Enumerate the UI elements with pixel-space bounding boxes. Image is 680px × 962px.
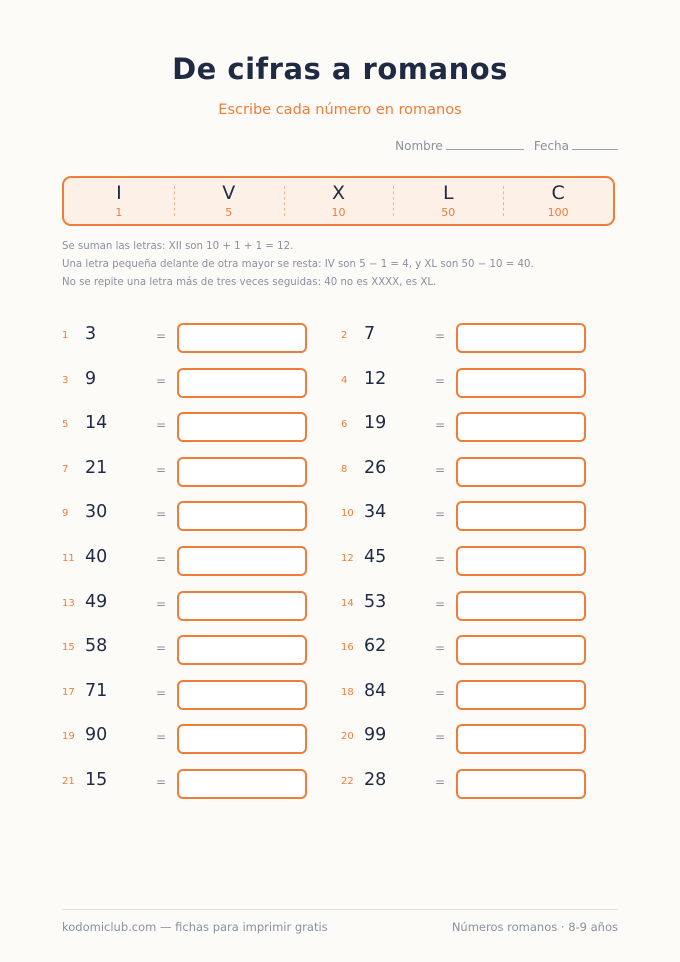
answer-box[interactable] bbox=[177, 412, 307, 442]
exercise-number: 30 bbox=[85, 502, 108, 523]
exercise-number: 9 bbox=[85, 368, 97, 389]
legend-symbol: C bbox=[551, 182, 565, 204]
answer-box[interactable] bbox=[177, 724, 307, 754]
exercise-item bbox=[341, 365, 601, 397]
equals-sign: = bbox=[156, 641, 167, 656]
answer-box[interactable] bbox=[456, 680, 586, 710]
exercise-number: 28 bbox=[364, 770, 387, 790]
exercise-index: 16 bbox=[341, 642, 354, 654]
exercise-number: 40 bbox=[85, 547, 108, 567]
answer-box[interactable] bbox=[177, 501, 307, 531]
equals-sign: = bbox=[435, 730, 446, 745]
legend-cell bbox=[393, 178, 503, 224]
footer-topic: Números romanos · 8-9 años bbox=[451, 920, 618, 934]
exercise-item bbox=[62, 588, 322, 620]
exercise-index: 21 bbox=[62, 776, 75, 787]
exercise-index: 8 bbox=[341, 463, 348, 475]
exercise-item bbox=[62, 721, 322, 753]
exercise-number: 21 bbox=[85, 457, 108, 478]
exercise-index: 5 bbox=[62, 419, 69, 431]
answer-box[interactable] bbox=[177, 546, 307, 576]
answer-box[interactable] bbox=[456, 368, 586, 398]
exercise-index: 3 bbox=[62, 374, 69, 386]
exercise-number: 53 bbox=[364, 591, 387, 612]
answer-box[interactable] bbox=[456, 501, 586, 531]
equals-sign: = bbox=[435, 329, 446, 343]
answer-box[interactable] bbox=[456, 412, 586, 442]
exercise-index: 9 bbox=[62, 508, 69, 520]
exercise-item bbox=[62, 498, 322, 530]
exercise-item bbox=[341, 409, 601, 441]
exercise-index: 1 bbox=[62, 330, 69, 341]
exercise-index: 11 bbox=[62, 553, 75, 564]
legend-value: 1 bbox=[115, 206, 123, 219]
legend-cell bbox=[64, 178, 174, 224]
answer-box[interactable] bbox=[456, 769, 586, 799]
footer-divider bbox=[62, 909, 618, 910]
name-line bbox=[446, 139, 524, 150]
exercise-item bbox=[341, 498, 601, 530]
legend-cell bbox=[503, 178, 613, 224]
exercise-number: 34 bbox=[364, 502, 387, 523]
exercise-index: 20 bbox=[341, 731, 354, 743]
rule-line: Se suman las letras: XII son 10 + 1 + 1 = 12. bbox=[62, 241, 294, 252]
legend-symbol: I bbox=[116, 182, 122, 204]
equals-sign: = bbox=[435, 685, 446, 700]
exercise-item bbox=[341, 320, 601, 352]
answer-box[interactable] bbox=[456, 546, 586, 576]
exercise-item bbox=[62, 320, 322, 352]
legend-cell bbox=[284, 178, 394, 224]
equals-sign: = bbox=[435, 507, 446, 522]
date-line bbox=[572, 139, 618, 150]
legend-value: 50 bbox=[441, 206, 456, 219]
exercise-item bbox=[341, 454, 601, 486]
legend-value: 10 bbox=[331, 206, 346, 219]
answer-box[interactable] bbox=[177, 591, 307, 621]
exercise-number: 3 bbox=[85, 324, 97, 344]
answer-box[interactable] bbox=[456, 323, 586, 353]
exercise-number: 62 bbox=[364, 636, 387, 657]
equals-sign: = bbox=[435, 462, 446, 477]
answer-box[interactable] bbox=[177, 323, 307, 353]
equals-sign: = bbox=[156, 462, 167, 477]
exercise-number: 15 bbox=[85, 770, 108, 790]
legend-symbol: X bbox=[331, 182, 345, 204]
page-subtitle: Escribe cada número en romanos bbox=[218, 102, 462, 118]
exercise-number: 99 bbox=[364, 725, 387, 746]
exercise-number: 71 bbox=[85, 680, 108, 701]
exercise-index: 18 bbox=[341, 686, 354, 698]
answer-box[interactable] bbox=[456, 457, 586, 487]
legend-value: 100 bbox=[547, 206, 569, 219]
equals-sign: = bbox=[156, 596, 167, 611]
exercise-index: 2 bbox=[341, 330, 348, 341]
answer-box[interactable] bbox=[177, 769, 307, 799]
answer-box[interactable] bbox=[177, 680, 307, 710]
date-label: Fecha bbox=[533, 139, 569, 153]
exercise-number: 19 bbox=[364, 413, 387, 434]
exercise-number: 84 bbox=[364, 680, 387, 701]
equals-sign: = bbox=[435, 373, 446, 388]
exercise-grid bbox=[62, 320, 618, 810]
rule-line: No se repite una letra más de tres veces seguidas: 40 no es XXXX, es XL. bbox=[62, 277, 437, 288]
exercise-item bbox=[341, 632, 601, 664]
date-field[interactable] bbox=[534, 139, 618, 153]
exercise-number: 49 bbox=[85, 591, 108, 612]
exercise-index: 6 bbox=[341, 419, 348, 431]
equals-sign: = bbox=[435, 641, 446, 656]
exercise-number: 26 bbox=[364, 457, 387, 478]
exercise-index: 4 bbox=[341, 374, 348, 386]
exercise-number: 7 bbox=[364, 324, 376, 344]
name-date-fields bbox=[395, 139, 618, 153]
exercise-item bbox=[62, 632, 322, 664]
exercise-index: 7 bbox=[62, 463, 69, 475]
equals-sign: = bbox=[156, 552, 167, 566]
equals-sign: = bbox=[156, 507, 167, 522]
exercise-item bbox=[341, 588, 601, 620]
exercise-number: 58 bbox=[85, 636, 108, 657]
exercise-number: 90 bbox=[85, 725, 108, 746]
equals-sign: = bbox=[435, 418, 446, 433]
name-field[interactable] bbox=[395, 139, 524, 153]
equals-sign: = bbox=[156, 685, 167, 700]
exercise-item bbox=[62, 677, 322, 709]
answer-box[interactable] bbox=[177, 635, 307, 665]
legend-value: 5 bbox=[225, 206, 233, 219]
answer-box[interactable] bbox=[177, 457, 307, 487]
exercise-index: 19 bbox=[62, 731, 75, 743]
exercise-item bbox=[62, 766, 322, 798]
answer-box[interactable] bbox=[456, 635, 586, 665]
equals-sign: = bbox=[435, 775, 446, 789]
name-label: Nombre bbox=[395, 139, 443, 153]
exercise-index: 12 bbox=[341, 553, 354, 564]
exercise-item bbox=[62, 543, 322, 575]
roman-numeral-legend bbox=[62, 176, 615, 226]
exercise-item bbox=[62, 454, 322, 486]
exercise-index: 17 bbox=[62, 686, 75, 698]
exercise-index: 10 bbox=[341, 508, 354, 520]
answer-box[interactable] bbox=[456, 591, 586, 621]
legend-symbol: V bbox=[222, 182, 236, 204]
rules-text bbox=[62, 238, 622, 292]
equals-sign: = bbox=[156, 418, 167, 433]
exercise-item bbox=[341, 543, 601, 575]
exercise-item bbox=[341, 721, 601, 753]
legend-symbol: L bbox=[442, 182, 454, 204]
exercise-number: 45 bbox=[364, 547, 387, 567]
equals-sign: = bbox=[435, 552, 446, 566]
equals-sign: = bbox=[156, 730, 167, 745]
answer-box[interactable] bbox=[456, 724, 586, 754]
exercise-index: 14 bbox=[341, 597, 354, 609]
exercise-number: 14 bbox=[85, 413, 108, 434]
rule-line: Una letra pequeña delante de otra mayor se resta: IV son 5 − 1 = 4, y XL son 50 − 10 = 40. bbox=[62, 259, 534, 270]
exercise-number: 12 bbox=[364, 368, 387, 389]
exercise-index: 13 bbox=[62, 597, 75, 609]
answer-box[interactable] bbox=[177, 368, 307, 398]
legend-cell bbox=[174, 178, 284, 224]
exercise-item bbox=[341, 677, 601, 709]
page-title: De cifras a romanos bbox=[172, 52, 508, 86]
exercise-item bbox=[341, 766, 601, 798]
equals-sign: = bbox=[435, 596, 446, 611]
equals-sign: = bbox=[156, 329, 167, 343]
exercise-index: 22 bbox=[341, 776, 354, 787]
equals-sign: = bbox=[156, 373, 167, 388]
footer-site: kodomiclub.com — fichas para imprimir gratis bbox=[62, 920, 328, 934]
exercise-item bbox=[62, 409, 322, 441]
exercise-item bbox=[62, 365, 322, 397]
equals-sign: = bbox=[156, 775, 167, 789]
exercise-index: 15 bbox=[62, 642, 75, 654]
